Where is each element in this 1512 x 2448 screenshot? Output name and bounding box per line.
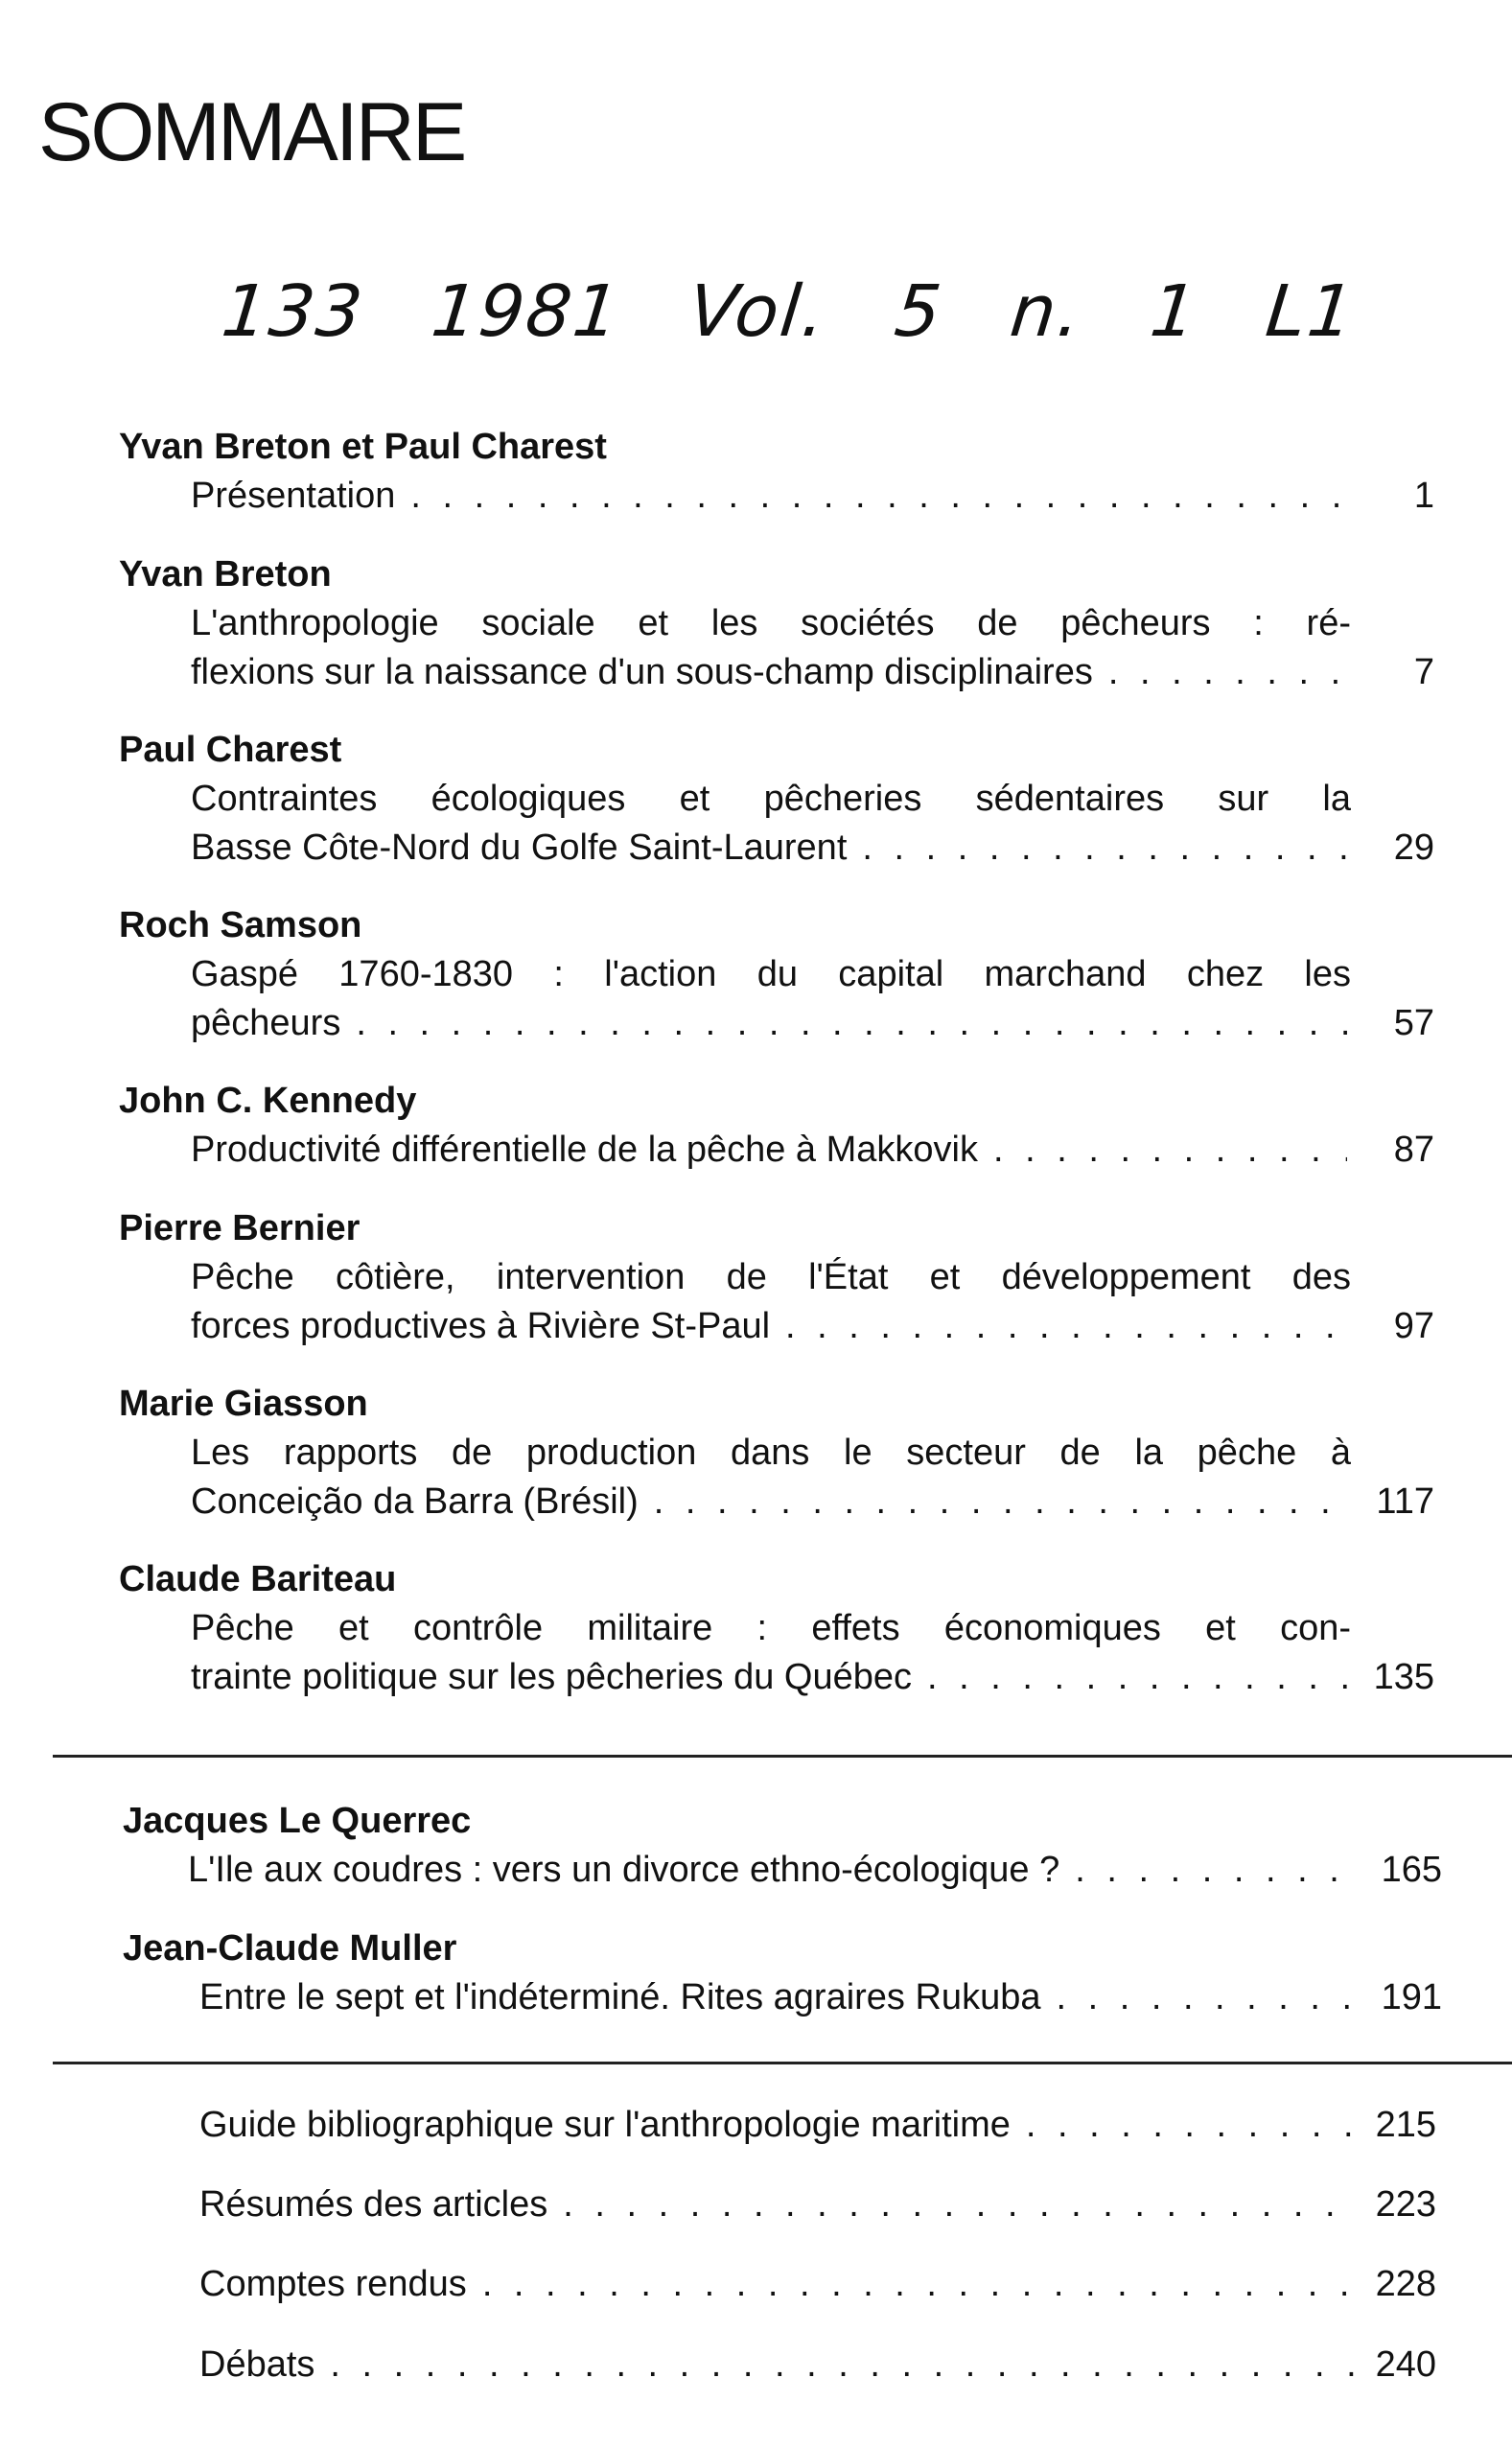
entry-title-line: Conceição da Barra (Brésil) (191, 1481, 639, 1522)
toc-entry[interactable] (119, 422, 1434, 549)
entry-title-line: forces productives à Rivière St-Paul (191, 1306, 771, 1346)
toc-entry-misc[interactable] (199, 2259, 1436, 2309)
entry-title (191, 599, 1351, 697)
entry-title-line: Basse Côte-Nord du Golfe Saint-Laurent (191, 828, 848, 868)
entry-title-line: L'anthropologie sociale et les sociétés de pêcheurs : ré- (191, 603, 1351, 643)
entry-author: Marie Giasson (119, 1384, 368, 1424)
dot-leader (330, 2340, 1356, 2390)
entry-author: John C. Kennedy (119, 1081, 417, 1121)
entry-title (188, 1846, 1348, 1895)
toc-entry[interactable] (119, 1554, 1434, 1730)
entry-page: 117 (1376, 1481, 1434, 1522)
entry-title-line: Pêche côtière, intervention de l'État et développement des (191, 1257, 1351, 1297)
misc-label: Guide bibliographique sur l'anthropologie maritime (199, 2105, 1011, 2145)
section-divider (53, 2062, 1512, 2064)
dot-leader (993, 1126, 1347, 1175)
entry-title-line: Pêche et contrôle militaire : effets économiques et con- (191, 1608, 1351, 1648)
entry-author: Yvan Breton et Paul Charest (119, 427, 607, 467)
toc-entry[interactable] (119, 900, 1434, 1076)
entry-author: Paul Charest (119, 730, 342, 770)
dot-leader (862, 824, 1347, 873)
entry-page: 7 (1413, 652, 1434, 692)
entry-title (191, 1429, 1351, 1527)
toc-entry[interactable] (123, 1796, 1442, 1923)
entry-title (191, 472, 1351, 521)
misc-page: 223 (1375, 2184, 1436, 2225)
entry-author: Claude Bariteau (119, 1559, 397, 1599)
section-divider (53, 1755, 1512, 1758)
misc-page: 240 (1375, 2344, 1436, 2385)
entry-title-line: Présentation (191, 476, 396, 516)
dot-leader (563, 2180, 1356, 2229)
entry-title (191, 950, 1351, 1048)
dot-leader (1056, 1973, 1356, 2022)
entry-author: Yvan Breton (119, 554, 332, 595)
dot-leader (1026, 2100, 1356, 2150)
toc-entry[interactable] (119, 1203, 1434, 1379)
entry-author: Pierre Bernier (119, 1208, 361, 1248)
dot-leader (1075, 1846, 1344, 1895)
misc-label: Comptes rendus (199, 2264, 467, 2304)
misc-label: Résumés des articles (199, 2184, 548, 2225)
entry-title-line: Contraintes écologiques et pêcheries sédentaires sur la (191, 779, 1351, 819)
articles-section (0, 422, 1512, 1730)
misc-page: 228 (1375, 2264, 1436, 2304)
entry-title (191, 1126, 1351, 1175)
dot-leader (654, 1478, 1347, 1527)
page-title: SOMMAIRE (38, 86, 465, 178)
entry-page: 191 (1381, 1977, 1442, 2017)
toc-entry[interactable] (119, 1379, 1434, 1554)
dot-leader (785, 1302, 1347, 1351)
entry-title-line: Entre le sept et l'indéterminé. Rites agraires Rukuba (199, 1977, 1041, 2017)
toc-entry-misc[interactable] (199, 2340, 1436, 2390)
toc-entry[interactable] (123, 1923, 1442, 2051)
entry-author: Jacques Le Querrec (123, 1801, 472, 1841)
entry-page: 57 (1393, 1003, 1434, 1043)
entry-title (199, 1973, 1360, 2022)
entry-title (191, 775, 1351, 873)
toc-entry[interactable] (119, 725, 1434, 900)
entry-page: 97 (1393, 1306, 1434, 1346)
dot-leader (482, 2259, 1356, 2309)
entry-author: Jean-Claude Muller (123, 1928, 457, 1969)
entry-title-line: L'Ile aux coudres : vers un divorce ethno-écologique ? (188, 1850, 1060, 1890)
dot-leader (927, 1653, 1347, 1702)
entry-title-line: pêcheurs (191, 1003, 341, 1043)
entry-page: 87 (1393, 1130, 1434, 1170)
entry-page: 135 (1373, 1657, 1434, 1697)
entry-title-line: Gaspé 1760-1830 : l'action du capital marchand chez les (191, 954, 1351, 994)
entry-title (191, 1253, 1351, 1351)
entry-title (191, 1604, 1351, 1702)
misc-page: 215 (1375, 2105, 1436, 2145)
entry-author: Roch Samson (119, 905, 362, 945)
dot-leader (410, 472, 1347, 521)
entry-title-line: trainte politique sur les pêcheries du Québec (191, 1657, 913, 1697)
toc-entry-misc[interactable] (199, 2180, 1436, 2229)
entry-page: 29 (1393, 828, 1434, 868)
dot-leader (356, 999, 1347, 1048)
toc-entry[interactable] (119, 1076, 1434, 1203)
entry-page: 1 (1413, 476, 1434, 516)
handwritten-note: 133 1981 Vol. 5 n. 1 L1 (218, 270, 1360, 353)
entry-page: 165 (1381, 1850, 1442, 1890)
entry-title-line: Productivité différentielle de la pêche à Makkovik (191, 1130, 978, 1170)
toc-entry[interactable] (119, 549, 1434, 725)
toc-entry-misc[interactable] (199, 2100, 1436, 2150)
misc-label: Débats (199, 2344, 315, 2385)
entry-title-line: flexions sur la naissance d'un sous-champ disciplinaires (191, 652, 1093, 692)
other-articles-section (0, 1796, 1512, 2051)
entry-title-line: Les rapports de production dans le secteur de la pêche à (191, 1433, 1351, 1473)
dot-leader (1108, 648, 1347, 697)
